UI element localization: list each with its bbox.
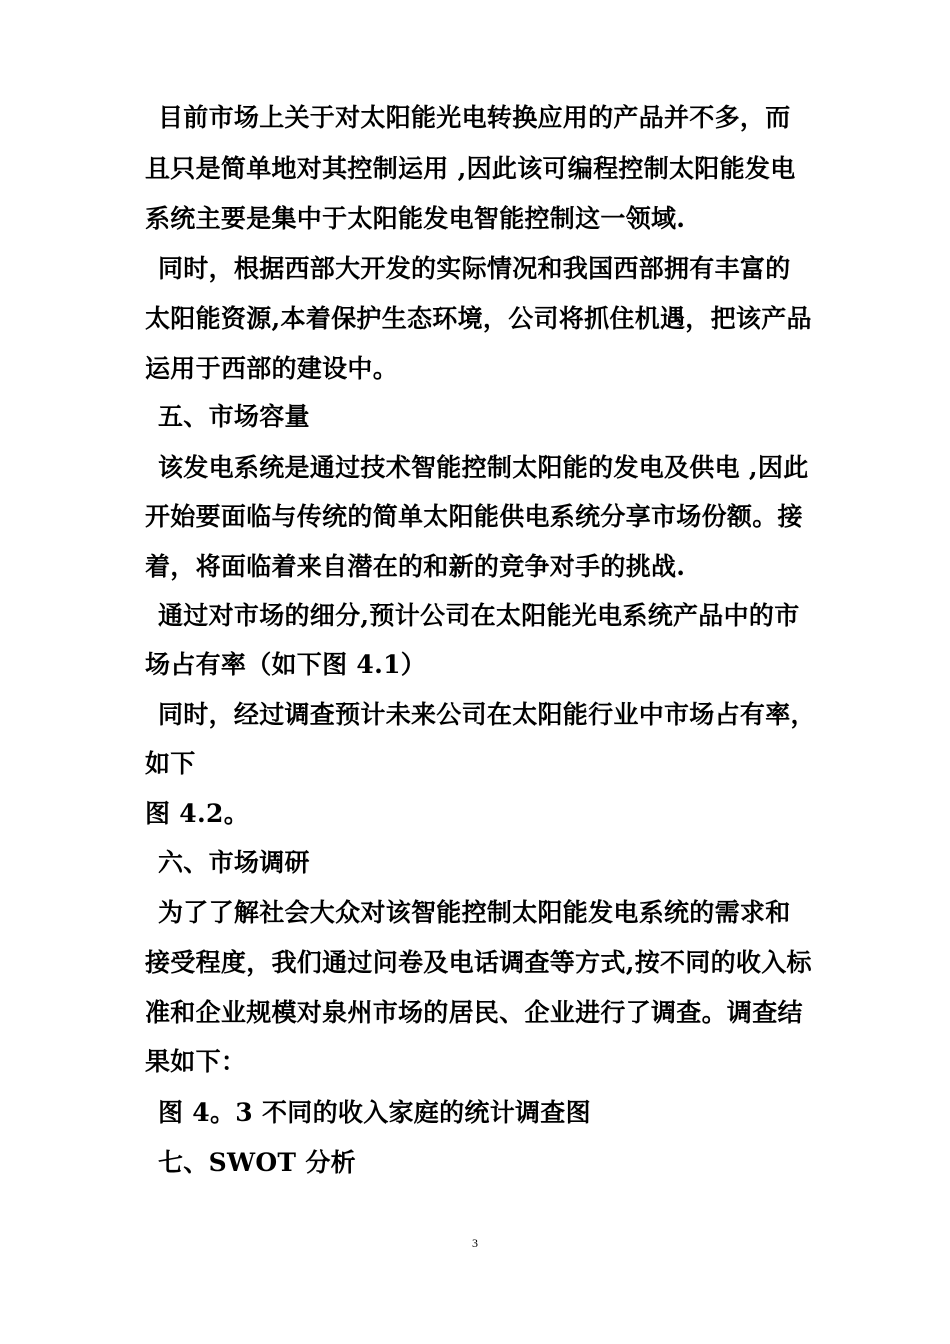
paragraph-line: 同时，经过调查预计未来公司在太阳能行业中市场占有率， — [158, 700, 816, 729]
paragraph-line: 准和企业规模对泉州市场的居民、企业进行了调查。调查结 — [145, 998, 803, 1027]
paragraph-line: 通过对市场的细分,预计公司在太阳能光电系统产品中的市 — [158, 601, 800, 630]
paragraph-line: 场占有率（如下图 4.1） — [145, 650, 427, 679]
figure-caption: 图 4。3 不同的收入家庭的统计调查图 — [158, 1098, 591, 1127]
paragraph-line: 接受程度，我们通过问卷及电话调查等方式,按不同的收入标 — [145, 948, 812, 977]
paragraph-line: 开始要面临与传统的简单太阳能供电系统分享市场份额。接 — [145, 502, 803, 531]
paragraph-line: 同时，根据西部大开发的实际情况和我国西部拥有丰富的 — [158, 254, 791, 283]
paragraph-line: 着，将面临着来自潜在的和新的竞争对手的挑战. — [145, 552, 686, 581]
paragraph-line: 目前市场上关于对太阳能光电转换应用的产品并不多，而 — [158, 103, 791, 132]
paragraph-line: 果如下： — [145, 1047, 247, 1076]
paragraph-line: 系统主要是集中于太阳能发电智能控制这一领域. — [145, 204, 686, 233]
section-heading: 六、市场调研 — [158, 848, 310, 877]
paragraph-line: 为了了解社会大众对该智能控制太阳能发电系统的需求和 — [158, 898, 791, 927]
section-heading: 七、SWOT 分析 — [158, 1148, 356, 1177]
section-heading: 五、市场容量 — [158, 402, 310, 431]
paragraph-line: 如下 — [145, 749, 196, 778]
paragraph-line: 图 4.2。 — [145, 799, 249, 828]
paragraph-line: 太阳能资源,本着保护生态环境，公司将抓住机遇，把该产品 — [145, 304, 812, 333]
page-number: 3 — [472, 1236, 478, 1250]
paragraph-line: 该发电系统是通过技术智能控制太阳能的发电及供电 ,因此 — [158, 453, 809, 482]
paragraph-line: 运用于西部的建设中。 — [145, 354, 399, 383]
paragraph-line: 且只是简单地对其控制运用 ,因此该可编程控制太阳能发电 — [145, 154, 796, 183]
